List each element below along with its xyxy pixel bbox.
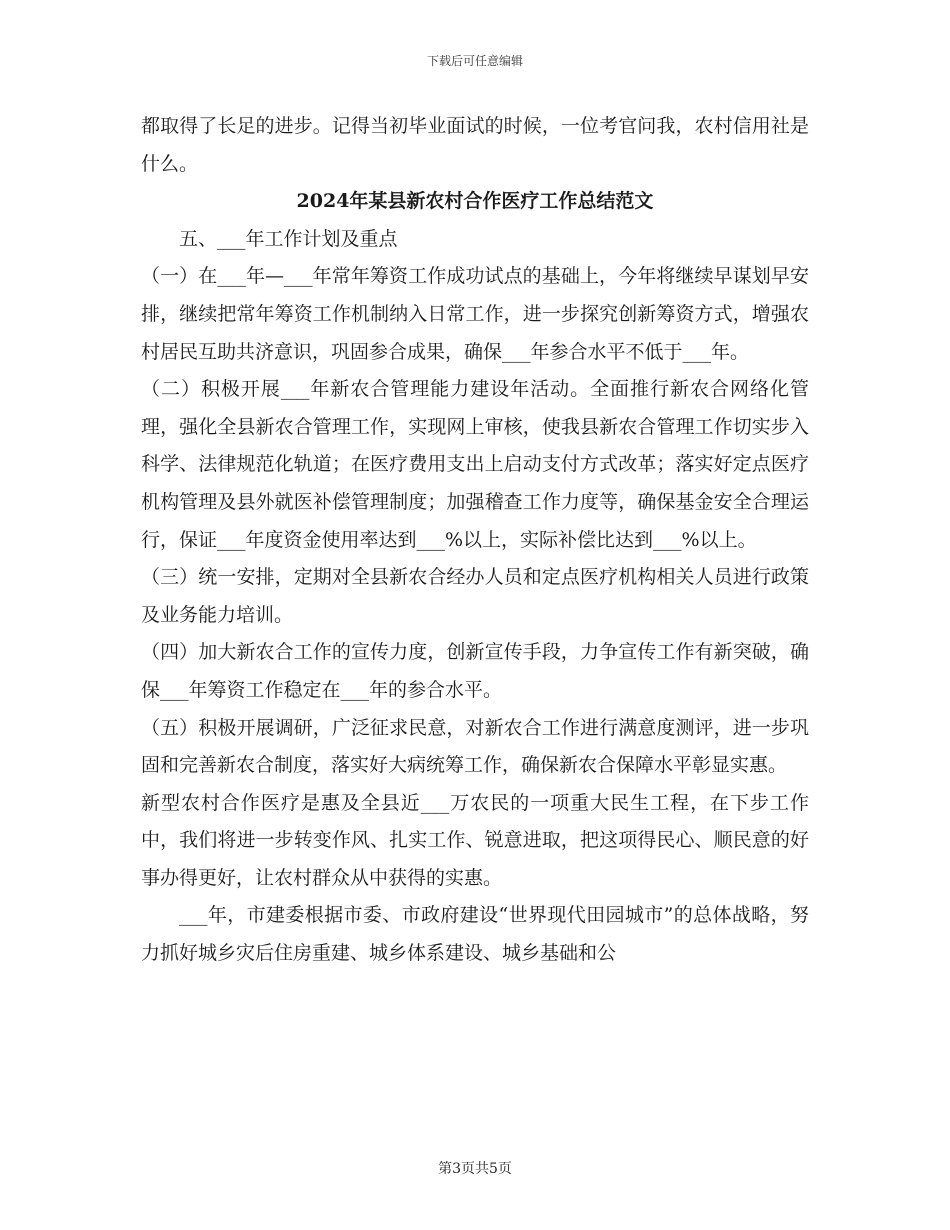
plan-item-5: （五）积极开展调研，广泛征求民意，对新农合工作进行满意度测评，进一步巩固和完善新农合制度，落实好大病统筹工作，确保新农合保障水平彰显实惠。 <box>141 716 809 777</box>
page-footer: 第3页共5页 <box>438 1161 512 1177</box>
document-title: 2024年某县新农村合作医疗工作总结范文 <box>296 190 654 213</box>
page-header: 下载后可任意编辑 <box>426 54 523 68</box>
section-heading: 五、___年工作计划及重点 <box>179 227 398 250</box>
next-section-paragraph: ___年，市建委根据市委、市政府建设“世界现代田园城市”的总体战略，努力抓好城乡灾后住房重建、城乡体系建设、城乡基础和公 <box>141 904 809 965</box>
plan-item-2: （二）积极开展___年新农合管理能力建设年活动。全面推行新农合网络化管理，强化全县新农合管理工作，实现网上审核，使我县新农合管理工作切实步入科学、法律规范化轨道；在医疗费用支出上启动支付方式改革；落实好定点医疗机构管理及县外就医补偿管理制度；加强稽查工作力度等，确保基金安全合理运行，保证___年度资金使用率达到___%以上，实际补偿比达到___%以上。 <box>141 378 809 551</box>
plan-item-1: （一）在___年—___年常年筹资工作成功试点的基础上，今年将继续早谋划早安排，继续把常年筹资工作机制纳入日常工作，进一步探究创新筹资方式，增强农村居民互助共济意识，巩固参合成果，确保___年参合水平不低于___年。 <box>141 265 809 363</box>
plan-item-4: （四）加大新农合工作的宣传力度，创新宣传手段，力争宣传工作有新突破，确保___年筹资工作稳定在___年的参合水平。 <box>141 641 809 701</box>
intro-paragraph: 都取得了长足的进步。记得当初毕业面试的时候，一位考官问我，农村信用社是什么。 <box>141 115 809 175</box>
closing-paragraph: 新型农村合作医疗是惠及全县近___万农民的一项重大民生工程，在下步工作中，我们将进一步转变作风、扎实工作、锐意进取，把这项得民心、顺民意的好事办得更好，让农村群众从中获得的实惠。 <box>141 791 809 889</box>
document-body <box>141 108 809 973</box>
plan-item-3: （三）统一安排，定期对全县新农合经办人员和定点医疗机构相关人员进行政策及业务能力培训。 <box>141 566 809 626</box>
